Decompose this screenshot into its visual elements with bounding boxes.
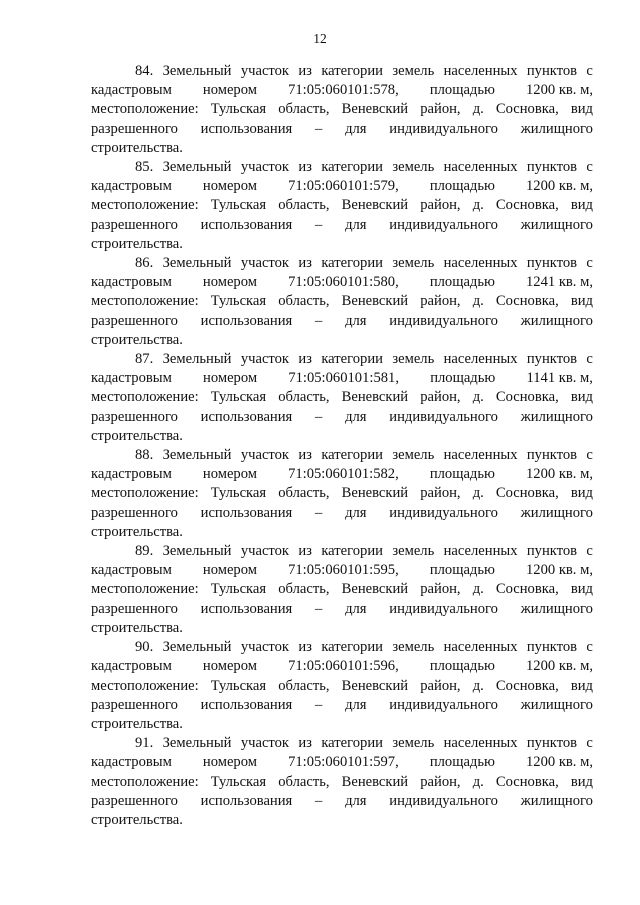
- entry-word: кадастровым: [91, 658, 172, 675]
- entry-word: –: [315, 600, 323, 617]
- entry-word: категории: [321, 639, 383, 656]
- entry-line-line2: [91, 465, 593, 484]
- entry-word: с: [586, 639, 593, 656]
- entry-word: Тульская: [210, 389, 267, 406]
- entry-word: кадастровым: [91, 754, 172, 771]
- entry-word: Тульская: [210, 485, 267, 502]
- entry-word: строительства.: [91, 139, 183, 156]
- entry-word: индивидуального: [389, 792, 498, 809]
- entry-word: строительства.: [91, 523, 183, 540]
- entry-word: площадью: [429, 274, 495, 291]
- entry-word: вид: [570, 101, 593, 118]
- entry-word: с: [586, 255, 593, 272]
- entry-word: местоположение:: [91, 197, 199, 214]
- entry-word: жилищного: [520, 504, 593, 521]
- entry-word: Тульская: [210, 197, 267, 214]
- entry-line-closing: [91, 619, 593, 638]
- entry-word: площадью: [429, 178, 495, 195]
- entry-word: земель: [392, 255, 435, 272]
- entry-word: категории: [321, 255, 383, 272]
- entry-word: район,: [420, 101, 461, 118]
- entry-word: участок: [240, 159, 290, 176]
- entry-word: район,: [420, 293, 461, 310]
- entry-word: строительства.: [91, 331, 183, 348]
- entry-word: Веневский: [341, 101, 409, 118]
- entry-word: 86.: [135, 255, 154, 272]
- entry-word: строительства.: [91, 619, 183, 636]
- entry-word: использования: [200, 216, 293, 233]
- entry-line-intro: [91, 446, 593, 465]
- entry-word: земель: [392, 447, 435, 464]
- entry-word: площадью: [429, 754, 495, 771]
- entry-word: Веневский: [341, 581, 409, 598]
- entry-word: 71:05:060101:597,: [288, 754, 399, 771]
- entry-word: участок: [240, 543, 290, 560]
- entry-line-intro: [91, 542, 593, 561]
- entry-word: 89.: [135, 543, 154, 560]
- entry-word: пунктов: [526, 543, 578, 560]
- entry-word: Тульская: [210, 101, 267, 118]
- land-plot-entry: [91, 62, 593, 158]
- entry-word: область,: [278, 101, 330, 118]
- entry-word: населенных: [443, 447, 518, 464]
- entry-line-closing: [91, 715, 593, 734]
- entry-word: населенных: [443, 735, 518, 752]
- entry-word: д.: [472, 677, 484, 694]
- entry-word: номером: [202, 562, 257, 579]
- entry-word: 1141 кв. м,: [526, 370, 593, 387]
- entry-word: Земельный: [162, 639, 232, 656]
- entry-word: Тульская: [210, 293, 267, 310]
- entry-word: Веневский: [341, 773, 409, 790]
- entry-line-intro: [91, 62, 593, 81]
- entry-line-line3: [91, 677, 593, 696]
- entry-word: Веневский: [341, 197, 409, 214]
- entry-line-intro: [91, 158, 593, 177]
- entry-word: Сосновка,: [495, 389, 559, 406]
- entry-word: вид: [570, 485, 593, 502]
- entry-word: из: [298, 735, 312, 752]
- entry-word: разрешенного: [91, 696, 178, 713]
- entry-word: категории: [321, 159, 383, 176]
- entry-line-closing: [91, 331, 593, 350]
- entry-word: номером: [202, 466, 257, 483]
- entry-word: –: [315, 120, 323, 137]
- entry-word: район,: [420, 197, 461, 214]
- entry-word: Земельный: [162, 543, 232, 560]
- entry-word: область,: [278, 581, 330, 598]
- entry-word: жилищного: [520, 312, 593, 329]
- entry-line-line3: [91, 388, 593, 407]
- entry-word: с: [586, 447, 593, 464]
- entry-word: площадью: [430, 370, 496, 387]
- entry-word: –: [315, 792, 323, 809]
- entry-word: использования: [200, 600, 293, 617]
- entry-word: с: [586, 63, 593, 79]
- entry-word: строительства.: [91, 235, 183, 252]
- entry-word: индивидуального: [389, 120, 498, 137]
- entry-word: 71:05:060101:595,: [288, 562, 399, 579]
- entry-word: жилищного: [520, 792, 593, 809]
- entry-word: номером: [202, 658, 257, 675]
- entry-word: номером: [203, 370, 258, 387]
- entry-line-closing: [91, 427, 593, 446]
- entry-line-intro: [91, 638, 593, 657]
- entry-word: строительства.: [91, 811, 183, 828]
- land-plot-entry: [91, 734, 593, 830]
- entry-line-line3: [91, 100, 593, 119]
- entry-word: пунктов: [526, 639, 578, 656]
- entry-line-line4: [91, 216, 593, 235]
- entry-word: категории: [321, 63, 383, 79]
- entry-word: земель: [392, 351, 435, 368]
- entry-word: населенных: [443, 255, 518, 272]
- entry-word: использования: [200, 312, 293, 329]
- entry-word: д.: [472, 485, 484, 502]
- entry-word: участок: [240, 447, 290, 464]
- entry-word: из: [298, 255, 312, 272]
- entry-line-closing: [91, 811, 593, 830]
- entry-line-line2: [91, 657, 593, 676]
- entry-word: участок: [240, 255, 290, 272]
- entry-word: пунктов: [526, 447, 578, 464]
- entry-word: индивидуального: [389, 600, 498, 617]
- entry-word: область,: [278, 293, 330, 310]
- entry-word: 88.: [135, 447, 154, 464]
- entry-line-line3: [91, 196, 593, 215]
- entry-word: для: [345, 600, 367, 617]
- entry-word: пунктов: [526, 255, 578, 272]
- entry-word: область,: [278, 485, 330, 502]
- land-plot-entry: [91, 638, 593, 734]
- entry-word: индивидуального: [389, 216, 498, 233]
- entry-word: Земельный: [162, 447, 232, 464]
- entry-word: –: [315, 504, 323, 521]
- entry-word: Веневский: [341, 677, 409, 694]
- entry-line-line2: [91, 561, 593, 580]
- entry-word: пунктов: [526, 159, 578, 176]
- entry-word: вид: [570, 677, 593, 694]
- entry-word: 1200 кв. м,: [525, 466, 593, 483]
- entry-word: земель: [392, 735, 435, 752]
- entry-word: вид: [570, 581, 593, 598]
- entry-word: д.: [472, 293, 484, 310]
- entry-word: жилищного: [520, 120, 593, 137]
- entry-word: местоположение:: [91, 677, 199, 694]
- entry-word: 85.: [135, 159, 154, 176]
- entry-word: 71:05:060101:596,: [288, 658, 399, 675]
- land-plot-entry: [91, 446, 593, 542]
- entry-line-line2: [91, 753, 593, 772]
- entry-word: вид: [570, 293, 593, 310]
- entry-word: населенных: [443, 639, 518, 656]
- land-plot-entry: [91, 158, 593, 254]
- entry-word: Земельный: [162, 255, 232, 272]
- entry-word: Веневский: [341, 293, 409, 310]
- entry-line-closing: [91, 139, 593, 158]
- entry-word: категории: [321, 735, 383, 752]
- entry-word: д.: [472, 773, 484, 790]
- entry-word: разрешенного: [91, 312, 178, 329]
- entry-word: Земельный: [162, 159, 232, 176]
- entry-word: земель: [392, 63, 435, 79]
- entry-word: с: [586, 543, 593, 560]
- land-plot-entry: [91, 350, 593, 446]
- entry-word: категории: [321, 351, 383, 368]
- entry-line-line4: [91, 792, 593, 811]
- entry-line-line4: [91, 504, 593, 523]
- entry-word: участок: [240, 351, 290, 368]
- entry-word: местоположение:: [91, 485, 199, 502]
- entry-line-line2: [91, 369, 593, 388]
- entry-line-line4: [91, 600, 593, 619]
- entry-word: пунктов: [526, 63, 578, 79]
- entry-word: использования: [200, 504, 293, 521]
- entry-word: использования: [200, 408, 293, 425]
- entry-word: площадью: [429, 562, 495, 579]
- entry-word: район,: [420, 773, 461, 790]
- entry-word: жилищного: [520, 696, 593, 713]
- entry-word: 1200 кв. м,: [525, 178, 593, 195]
- entry-word: местоположение:: [91, 773, 199, 790]
- entry-word: жилищного: [520, 600, 593, 617]
- entry-word: с: [586, 735, 593, 752]
- entry-word: Земельный: [162, 351, 232, 368]
- entry-word: разрешенного: [91, 120, 178, 137]
- entry-line-line4: [91, 312, 593, 331]
- entry-word: кадастровым: [91, 178, 172, 195]
- entry-word: 87.: [135, 351, 154, 368]
- entry-word: Земельный: [162, 735, 232, 752]
- entry-word: из: [298, 543, 312, 560]
- entry-line-line4: [91, 696, 593, 715]
- entry-line-line2: [91, 177, 593, 196]
- entry-word: 71:05:060101:578,: [288, 82, 399, 99]
- entry-word: с: [586, 351, 593, 368]
- entry-line-line3: [91, 484, 593, 503]
- entry-word: жилищного: [520, 216, 593, 233]
- entry-line-line2: [91, 273, 593, 292]
- entry-word: номером: [202, 274, 257, 291]
- entry-word: 71:05:060101:582,: [288, 466, 399, 483]
- entry-word: Сосновка,: [495, 197, 559, 214]
- entry-word: пунктов: [526, 735, 578, 752]
- entry-word: разрешенного: [91, 216, 178, 233]
- entry-word: номером: [202, 82, 257, 99]
- entry-word: д.: [472, 197, 484, 214]
- entry-word: вид: [570, 389, 593, 406]
- entry-word: –: [315, 216, 323, 233]
- entry-word: для: [345, 792, 367, 809]
- entry-word: местоположение:: [91, 389, 199, 406]
- entry-word: –: [315, 312, 323, 329]
- entry-word: использования: [200, 696, 293, 713]
- entry-line-line2: [91, 81, 593, 100]
- entry-word: из: [298, 63, 312, 79]
- entry-word: разрешенного: [91, 792, 178, 809]
- entry-word: область,: [278, 677, 330, 694]
- entry-word: из: [298, 639, 312, 656]
- entry-word: район,: [420, 485, 461, 502]
- entry-word: строительства.: [91, 427, 183, 444]
- entry-word: разрешенного: [91, 600, 178, 617]
- entry-word: кадастровым: [91, 466, 172, 483]
- entry-line-line3: [91, 292, 593, 311]
- entry-word: местоположение:: [91, 101, 199, 118]
- entry-word: категории: [321, 447, 383, 464]
- entry-word: д.: [472, 101, 484, 118]
- entry-word: земель: [392, 159, 435, 176]
- entry-word: населенных: [443, 543, 518, 560]
- entry-word: категории: [321, 543, 383, 560]
- land-plot-entry: [91, 542, 593, 638]
- entry-word: с: [586, 159, 593, 176]
- entry-word: для: [345, 312, 367, 329]
- page-number: 12: [313, 31, 327, 46]
- entry-word: область,: [278, 773, 330, 790]
- entry-word: область,: [278, 197, 330, 214]
- land-plot-entry: [91, 254, 593, 350]
- entry-word: –: [315, 408, 323, 425]
- entry-word: вид: [570, 773, 593, 790]
- entry-word: номером: [202, 178, 257, 195]
- entry-word: район,: [420, 677, 461, 694]
- entry-word: Тульская: [210, 773, 267, 790]
- entry-word: вид: [570, 197, 593, 214]
- entry-word: площадью: [429, 658, 495, 675]
- entry-word: 91.: [135, 735, 154, 752]
- entry-word: пунктов: [526, 351, 578, 368]
- entry-word: для: [345, 504, 367, 521]
- entry-word: индивидуального: [389, 312, 498, 329]
- entry-word: 1200 кв. м,: [525, 658, 593, 675]
- entry-word: номером: [202, 754, 257, 771]
- entry-word: –: [315, 696, 323, 713]
- entry-line-intro: [91, 734, 593, 753]
- entry-word: площадью: [429, 466, 495, 483]
- entry-word: земель: [392, 543, 435, 560]
- entry-word: жилищного: [520, 408, 593, 425]
- entry-word: Сосновка,: [495, 773, 559, 790]
- entry-word: из: [298, 447, 312, 464]
- entry-word: кадастровым: [91, 82, 172, 99]
- entry-word: из: [298, 159, 312, 176]
- entry-word: разрешенного: [91, 408, 178, 425]
- entry-word: участок: [240, 63, 290, 79]
- entry-word: 71:05:060101:580,: [288, 274, 399, 291]
- entry-word: площадью: [429, 82, 495, 99]
- entry-word: д.: [472, 389, 484, 406]
- entry-word: район,: [420, 389, 461, 406]
- entry-line-intro: [91, 254, 593, 273]
- entry-word: 1241 кв. м,: [525, 274, 593, 291]
- entry-line-closing: [91, 523, 593, 542]
- entry-line-intro: [91, 350, 593, 369]
- entry-word: 1200 кв. м,: [525, 562, 593, 579]
- entry-word: использования: [200, 792, 293, 809]
- entry-word: 1200 кв. м,: [525, 82, 593, 99]
- entry-word: район,: [420, 581, 461, 598]
- entry-word: Сосновка,: [495, 293, 559, 310]
- entry-word: Сосновка,: [495, 101, 559, 118]
- entry-word: населенных: [443, 159, 518, 176]
- entry-line-line3: [91, 773, 593, 792]
- entry-word: разрешенного: [91, 504, 178, 521]
- entry-word: 84.: [135, 63, 154, 79]
- entry-word: населенных: [443, 351, 518, 368]
- entry-word: для: [345, 216, 367, 233]
- entry-word: участок: [240, 639, 290, 656]
- entry-word: кадастровым: [91, 562, 172, 579]
- entry-word: индивидуального: [389, 696, 498, 713]
- entry-word: кадастровым: [91, 370, 172, 387]
- entry-word: участок: [240, 735, 290, 752]
- entry-word: Тульская: [210, 581, 267, 598]
- entry-word: 71:05:060101:581,: [288, 370, 399, 387]
- entry-word: земель: [392, 639, 435, 656]
- entry-line-line4: [91, 408, 593, 427]
- entry-word: 1200 кв. м,: [525, 754, 593, 771]
- entry-word: строительства.: [91, 715, 183, 732]
- entry-word: 71:05:060101:579,: [288, 178, 399, 195]
- entry-word: для: [345, 408, 367, 425]
- entry-word: из: [298, 351, 312, 368]
- entry-word: область,: [278, 389, 330, 406]
- document-body: [91, 62, 593, 830]
- entry-word: кадастровым: [91, 274, 172, 291]
- entry-word: Сосновка,: [495, 581, 559, 598]
- entry-word: д.: [472, 581, 484, 598]
- entry-word: местоположение:: [91, 293, 199, 310]
- entry-line-line4: [91, 120, 593, 139]
- entry-word: 90.: [135, 639, 154, 656]
- entry-line-closing: [91, 235, 593, 254]
- entry-word: использования: [200, 120, 293, 137]
- entry-word: для: [345, 696, 367, 713]
- entry-word: Сосновка,: [495, 485, 559, 502]
- entry-word: индивидуального: [389, 408, 498, 425]
- entry-word: Веневский: [341, 389, 409, 406]
- entry-word: Земельный: [162, 63, 232, 79]
- entry-word: Сосновка,: [495, 677, 559, 694]
- entry-word: Тульская: [210, 677, 267, 694]
- entry-word: местоположение:: [91, 581, 199, 598]
- entry-word: индивидуального: [389, 504, 498, 521]
- entry-word: для: [345, 120, 367, 137]
- entry-word: Веневский: [341, 485, 409, 502]
- entry-line-line3: [91, 580, 593, 599]
- entry-word: населенных: [443, 63, 518, 79]
